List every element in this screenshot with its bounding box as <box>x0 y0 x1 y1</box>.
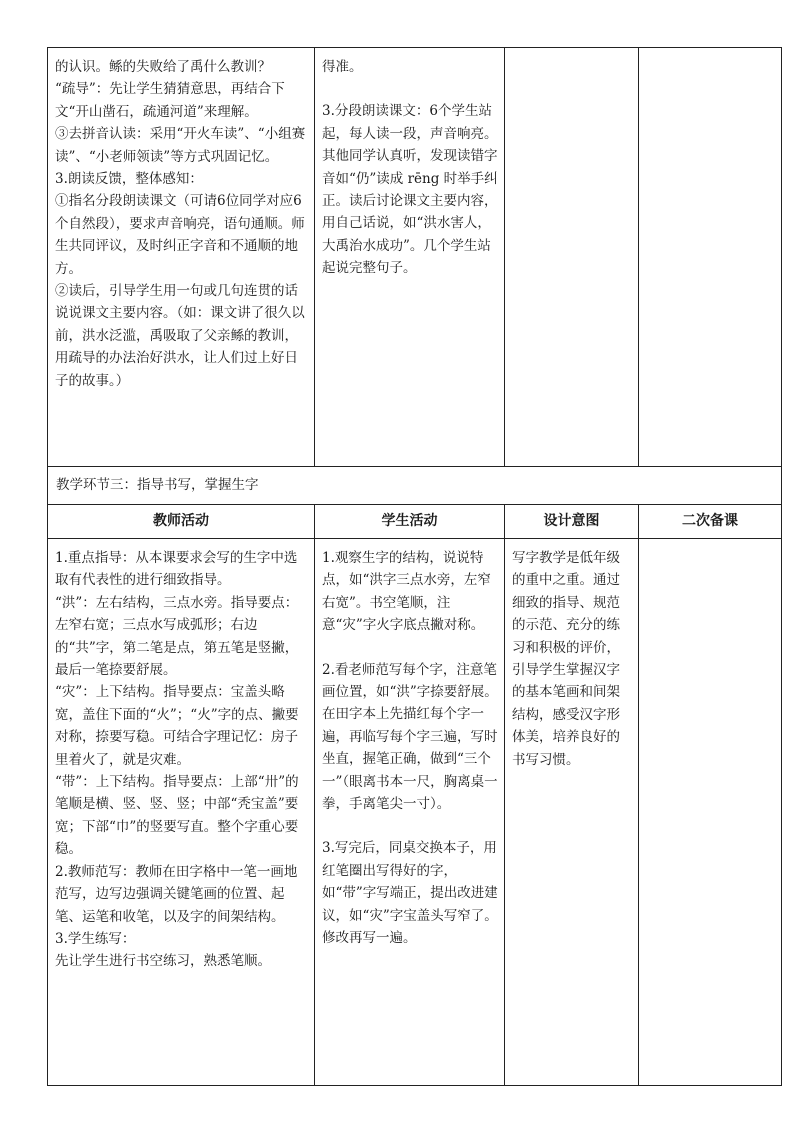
second-prep-cell <box>639 539 782 1086</box>
design-intent-cell <box>505 539 639 1086</box>
teacher-para: 2.教师范写：教师在田字格中一笔一画地范写，边写边强调关键笔画的位置、起笔、运笔和收笔，以及字的间架结构。 <box>55 863 298 925</box>
writing-guidance-row <box>48 539 782 1086</box>
section-label: 教学环节三：指导书写，掌握生字 <box>48 467 782 505</box>
student-para: 1.观察生字的结构，说说特点，如“洪字三点水旁，左窄右宽”。书空笔顺，注意“灾”字火字底点撇对称。 <box>322 550 491 634</box>
student-para: 2.看老师范写每个字，注意笔画位置，如“洪”字捺要舒展。在田字本上先描红每个字一遍，再临写每个字三遍，写时坐直，握笔正确，做到“三个一”（眼离书本一尺，胸离桌一拳，手离笔尖一寸）。 <box>322 661 498 813</box>
teacher-para: “疏导”：先让学生猜猜意思，再结合下文“开山凿石，疏通河道”来理解。 <box>55 81 285 120</box>
header-row <box>48 505 782 539</box>
teacher-para: 1.重点指导：从本课要求会写的生字中选取有代表性的进行细致指导。 <box>55 550 298 589</box>
teacher-activity-cell <box>48 539 315 1086</box>
header-teacher-activity: 教师活动 <box>48 505 315 539</box>
lesson-plan-table <box>47 47 782 1086</box>
teacher-para: ③去拼音认读：采用“开火车读”、“小组赛读”、“小老师领读”等方式巩固记忆。 <box>55 126 306 165</box>
student-activity-cell <box>315 539 505 1086</box>
header-student-activity: 学生活动 <box>315 505 505 539</box>
section-row <box>48 467 782 505</box>
teacher-para: ②读后，引导学生用一句或几句连贯的话说说课文主要内容。（如：课文讲了很久以前，洪水泛滥，禹吸取了父亲鲧的教训，用疏导的办法治好洪水，让人们过上好日子的故事。） <box>55 283 305 389</box>
student-para: 3.分段朗读课文：6个学生站起，每人读一段，声音响亮。其他同学认真听，发现读错字音如“仍”读成 rēng 时举手纠正。读后讨论课文主要内容，用自己话说，如“洪水害人，大禹治水成功”。几个学生站起说完整句子。 <box>322 103 498 277</box>
teacher-activity-cell <box>48 48 315 467</box>
header-design-intent: 设计意图 <box>505 505 639 539</box>
design-intent-cell <box>505 48 639 467</box>
design-intent-text: 写字教学是低年级的重中之重。通过细致的指导、规范的示范、充分的练习和积极的评价，引导学生掌握汉字的基本笔画和间架结构，感受汉字形体美，培养良好的书写习惯。 <box>512 550 620 768</box>
student-para: 得准。 <box>322 59 363 75</box>
teacher-para: ①指名分段朗读课文（可请6位同学对应6个自然段），要求声音响亮，语句通顺。师生共同评议，及时纠正字音和不通顺的地方。 <box>55 193 305 277</box>
continued-row <box>48 48 782 467</box>
teacher-para: 先让学生进行书空练习，熟悉笔顺。 <box>55 953 271 970</box>
teacher-para: “洪”：左右结构，三点水旁。指导要点：左窄右宽；三点水写成弧形；右边的“共”字，第二笔是点，第五笔是竖撇，最后一笔捺要舒展。 <box>55 594 299 679</box>
student-activity-cell <box>315 48 505 467</box>
teacher-para: 的认识。鲧的失败给了禹什么教训？ <box>55 59 271 75</box>
second-prep-cell <box>639 48 782 467</box>
teacher-para: “灾”：上下结构。指导要点：宝盖头略宽，盖住下面的“火”；“火”字的点、撇要对称，捺要写稳。可结合字理记忆：房子里着火了，就是灾难。 <box>55 684 299 768</box>
teacher-para: “带”：上下结构。指导要点：上部“卅”的笔顺是横、竖、竖、竖；中部“秃宝盖”要宽；下部“巾”的竖要写直。整个字重心要稳。 <box>55 774 299 858</box>
header-second-prep: 二次备课 <box>639 505 782 539</box>
teacher-para: 3.朗读反馈，整体感知： <box>55 171 203 188</box>
student-para: 3.写完后，同桌交换本子，用红笔圈出写得好的字，如“带”字写端正，提出改进建议，如“灾”字宝盖头写窄了。修改再写一遍。 <box>322 840 498 947</box>
teacher-para: 3.学生练写： <box>55 930 136 947</box>
